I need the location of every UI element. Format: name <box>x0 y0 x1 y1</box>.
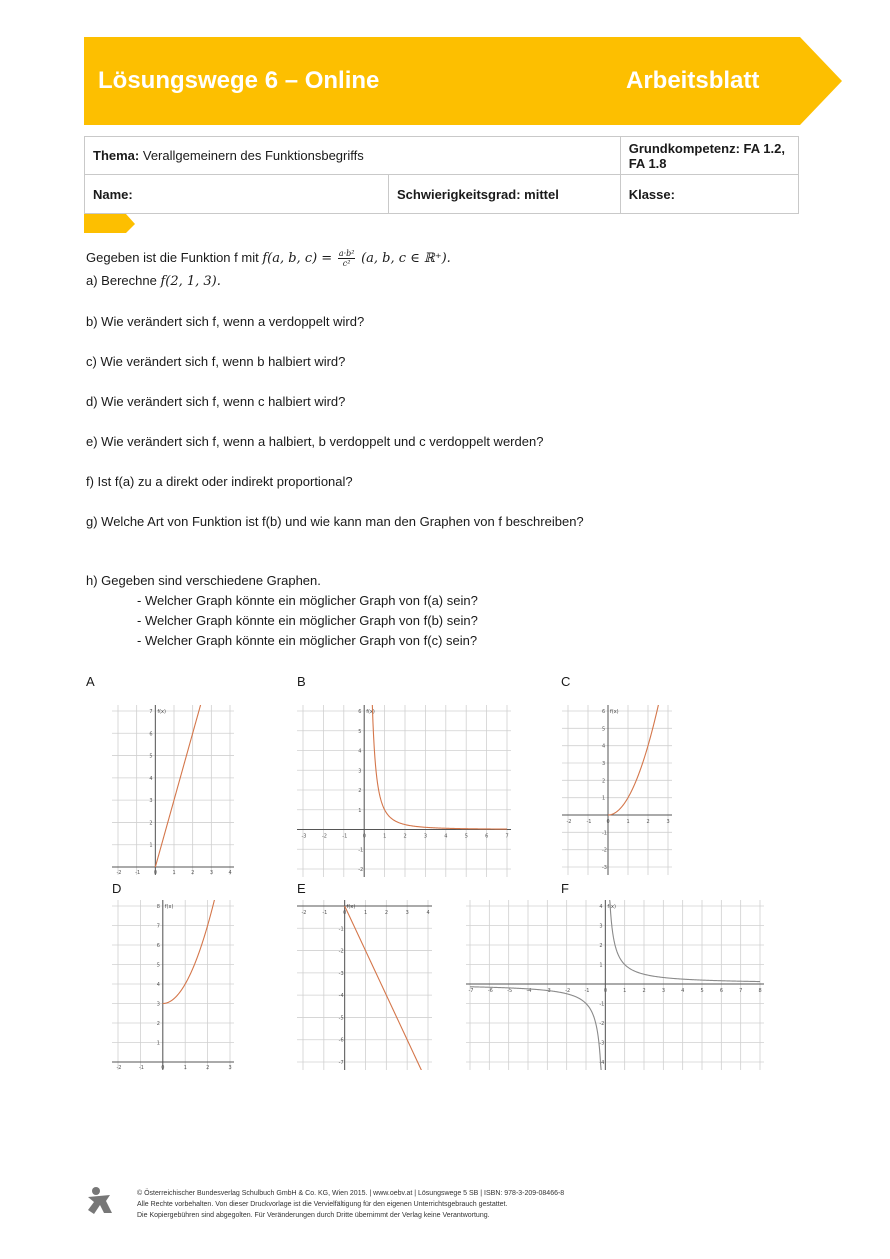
x-tick-label: -3 <box>545 988 551 994</box>
thema-cell <box>85 137 621 175</box>
y-tick-label: 4 <box>149 775 153 782</box>
x-tick-label: 4 <box>681 988 685 994</box>
y-tick-label: 3 <box>149 798 153 805</box>
x-tick-label: 7 <box>739 988 743 994</box>
y-tick-label: 2 <box>602 778 606 785</box>
y-tick-label: -2 <box>358 867 364 873</box>
y-tick-label: 4 <box>156 982 160 988</box>
x-tick-label: 4 <box>444 833 448 840</box>
x-tick-label: 0 <box>603 988 608 994</box>
x-tick-label: -2 <box>566 819 572 825</box>
y-tick-label: -3 <box>338 970 344 977</box>
x-tick-label: 4 <box>426 910 430 916</box>
question-h-item-3: - Welcher Graph könnte ein möglicher Graph von f(c) sein? <box>137 633 478 648</box>
y-tick-label: -3 <box>599 1040 605 1047</box>
x-tick-label: 2 <box>403 833 407 840</box>
intro-prefix: Gegeben ist die Funktion f mit <box>86 249 259 265</box>
graph-label-e: E <box>297 881 306 896</box>
publisher-logo-icon <box>84 1186 114 1216</box>
x-tick-label: 3 <box>666 819 670 825</box>
fraction-denominator: c² <box>342 259 351 268</box>
x-tick-label: 6 <box>485 833 489 840</box>
x-tick-label: -4 <box>526 988 532 994</box>
x-tick-label: 0 <box>161 1065 165 1070</box>
thema-value: Verallgemeinern des Funktionsbegriffs <box>142 148 364 163</box>
x-tick-label: -2 <box>301 910 307 916</box>
y-tick-label: 1 <box>599 962 603 969</box>
y-tick-label: 5 <box>149 753 153 760</box>
x-tick-label: 2 <box>191 870 195 875</box>
header-banner <box>84 37 844 125</box>
y-tick-label: 8 <box>156 904 160 910</box>
grundkompetenz-cell: Grundkompetenz: FA 1.2, FA 1.8 <box>620 137 798 175</box>
graph-label-b: B <box>297 674 306 689</box>
fraction-numerator: a·b² <box>338 249 355 258</box>
graph-a <box>112 705 234 875</box>
question-a-math: f(2, 1, 3). <box>160 274 221 289</box>
function-curve <box>470 987 608 1070</box>
thema-label: Thema: <box>93 148 140 163</box>
x-tick-label: -7 <box>468 988 474 994</box>
x-tick-label: 3 <box>423 833 428 840</box>
y-tick-label: -2 <box>602 847 607 854</box>
x-tick-label: -3 <box>301 833 307 840</box>
x-tick-label: 0 <box>343 910 347 916</box>
question-e: e) Wie verändert sich f, wenn a halbiert, b verdoppelt und c verdoppelt werden? <box>86 434 544 449</box>
y-tick-label: 6 <box>156 943 160 949</box>
y-tick-label: 3 <box>599 923 603 930</box>
x-tick-label: -1 <box>342 833 348 840</box>
info-table <box>84 136 799 214</box>
function-curve <box>608 705 668 815</box>
x-tick-label: 2 <box>642 988 646 994</box>
y-tick-label: 4 <box>602 743 606 750</box>
graph-e <box>297 900 432 1070</box>
x-tick-label: -2 <box>565 988 571 994</box>
x-tick-label: 2 <box>646 819 650 825</box>
y-tick-label: 6 <box>358 709 362 715</box>
y-tick-label: 3 <box>602 761 606 767</box>
footer-text <box>137 1188 564 1221</box>
x-tick-label: -2 <box>321 833 327 840</box>
y-tick-label: 2 <box>149 820 153 827</box>
x-tick-label: 3 <box>209 870 214 875</box>
y-axis-label: f(x) <box>366 709 375 715</box>
y-tick-label: 5 <box>358 728 362 735</box>
question-g: g) Welche Art von Funktion ist f(b) und wie kann man den Graphen von f beschreiben? <box>86 514 584 529</box>
y-tick-label: 1 <box>602 795 606 802</box>
function-curve <box>163 900 230 1004</box>
x-tick-label: 3 <box>228 1065 232 1070</box>
question-c: c) Wie verändert sich f, wenn b halbiert wird? <box>86 354 346 369</box>
x-tick-label: 7 <box>505 833 509 840</box>
question-b: b) Wie verändert sich f, wenn a verdoppelt wird? <box>86 314 365 329</box>
question-h-item-2: - Welcher Graph könnte ein möglicher Graph von f(b) sein? <box>137 613 478 628</box>
y-axis-label: f(x) <box>610 709 619 715</box>
y-tick-label: 5 <box>156 962 160 969</box>
task-intro <box>86 249 451 268</box>
y-tick-label: 4 <box>358 748 362 755</box>
x-tick-label: 0 <box>362 833 366 840</box>
footer-line-1: © Österreichischer Bundesverlag Schulbuch GmbH & Co. KG, Wien 2015. | www.oebv.at | Lösungswege 5 SB | ISBN: 978-3-209-08466-8 <box>137 1190 565 1197</box>
x-tick-label: -5 <box>507 988 513 994</box>
banner-doc-type: Arbeitsblatt <box>626 67 760 94</box>
y-tick-label: 7 <box>156 923 160 930</box>
y-tick-label: -1 <box>602 830 607 837</box>
y-tick-label: 1 <box>358 807 362 814</box>
question-f: f) Ist f(a) zu a direkt oder indirekt proportional? <box>86 474 353 489</box>
y-tick-label: 3 <box>156 1001 160 1008</box>
x-tick-label: 1 <box>626 819 630 825</box>
y-tick-label: -2 <box>338 948 344 955</box>
x-tick-label: -2 <box>116 1065 122 1070</box>
y-tick-label: -2 <box>599 1021 605 1027</box>
y-tick-label: -4 <box>338 993 344 1000</box>
graph-label-d: D <box>112 881 122 896</box>
y-tick-label: 6 <box>149 731 153 738</box>
footer-line-2: Alle Rechte vorbehalten. Von dieser Druckvorlage ist die Vervielfältigung für den eigenen Unterrichtsgebrauch gestattet. <box>137 1201 508 1208</box>
function-domain: (a, b, c ∈ ℝ⁺). <box>361 250 451 266</box>
x-tick-label: 5 <box>700 988 704 994</box>
x-tick-label: -1 <box>135 870 141 875</box>
question-h: h) Gegeben sind verschiedene Graphen. <box>86 573 321 588</box>
question-a-text: a) Berechne <box>86 273 157 288</box>
x-tick-label: 8 <box>758 988 762 994</box>
x-tick-label: 3 <box>405 910 409 916</box>
x-tick-label: 1 <box>623 988 627 994</box>
y-tick-label: 4 <box>599 904 603 910</box>
x-tick-label: 6 <box>719 988 724 994</box>
y-tick-label: -6 <box>338 1037 344 1044</box>
y-tick-label: 2 <box>358 788 362 794</box>
graph-label-c: C <box>561 674 571 689</box>
y-tick-label: 2 <box>156 1021 160 1027</box>
graph-label-f: F <box>561 881 569 896</box>
x-tick-label: 1 <box>364 910 368 916</box>
y-tick-label: -3 <box>602 865 607 871</box>
x-tick-label: 4 <box>228 870 232 875</box>
function-lhs: f(a, b, c) = <box>262 250 333 266</box>
y-tick-label: 2 <box>599 943 603 949</box>
schwierigkeit-cell: Schwierigkeitsgrad: mittel <box>389 175 621 214</box>
x-tick-label: 1 <box>183 1065 187 1070</box>
klasse-cell: Klasse: <box>620 175 798 214</box>
y-tick-label: -1 <box>338 926 344 933</box>
graph-b <box>297 705 511 877</box>
x-tick-label: -6 <box>487 988 493 994</box>
y-tick-label: 7 <box>149 709 153 715</box>
y-tick-label: 5 <box>602 726 606 733</box>
function-curve <box>365 705 507 829</box>
function-fraction <box>338 249 356 268</box>
y-tick-label: -1 <box>599 1001 605 1008</box>
y-tick-label: 3 <box>358 768 362 775</box>
footer-line-3: Die Kopiergebühren sind abgegolten. Für Veränderungen durch Dritte übernimmt der Verlag keine Verantwortung. <box>137 1212 490 1219</box>
x-tick-label: 0 <box>153 870 158 875</box>
question-a <box>86 273 221 289</box>
x-tick-label: -1 <box>586 819 592 825</box>
section-marker <box>84 214 136 234</box>
banner-title: Lösungswege 6 – Online <box>98 67 380 94</box>
graph-label-a: A <box>86 674 95 689</box>
x-tick-label: 1 <box>172 870 176 875</box>
question-d: d) Wie verändert sich f, wenn c halbiert wird? <box>86 394 346 409</box>
x-tick-label: 5 <box>464 833 468 840</box>
x-tick-label: 0 <box>606 819 610 825</box>
y-axis-label: f(x) <box>164 904 174 910</box>
y-tick-label: 6 <box>602 709 606 715</box>
graph-d <box>112 900 234 1070</box>
x-tick-label: 3 <box>661 988 666 994</box>
y-tick-label: -4 <box>599 1060 605 1066</box>
x-tick-label: 1 <box>383 833 387 840</box>
y-tick-label: 1 <box>149 842 153 849</box>
x-tick-label: -1 <box>138 1065 144 1070</box>
y-tick-label: -5 <box>338 1015 344 1022</box>
x-tick-label: -1 <box>584 988 590 994</box>
y-axis-label: f(x) <box>607 904 616 910</box>
y-tick-label: -1 <box>358 847 364 854</box>
y-tick-label: -7 <box>338 1060 344 1066</box>
x-tick-label: 2 <box>206 1065 210 1070</box>
y-axis-label: f(x) <box>346 904 356 910</box>
graph-f <box>466 900 764 1070</box>
graph-c <box>562 705 672 875</box>
question-h-item-1: - Welcher Graph könnte ein möglicher Graph von f(a) sein? <box>137 593 478 608</box>
x-tick-label: -1 <box>322 910 328 916</box>
name-cell: Name: <box>85 175 389 214</box>
x-tick-label: 2 <box>384 910 389 916</box>
y-axis-label: f(x) <box>157 709 166 715</box>
y-tick-label: 1 <box>156 1040 160 1047</box>
x-tick-label: -2 <box>116 870 122 875</box>
